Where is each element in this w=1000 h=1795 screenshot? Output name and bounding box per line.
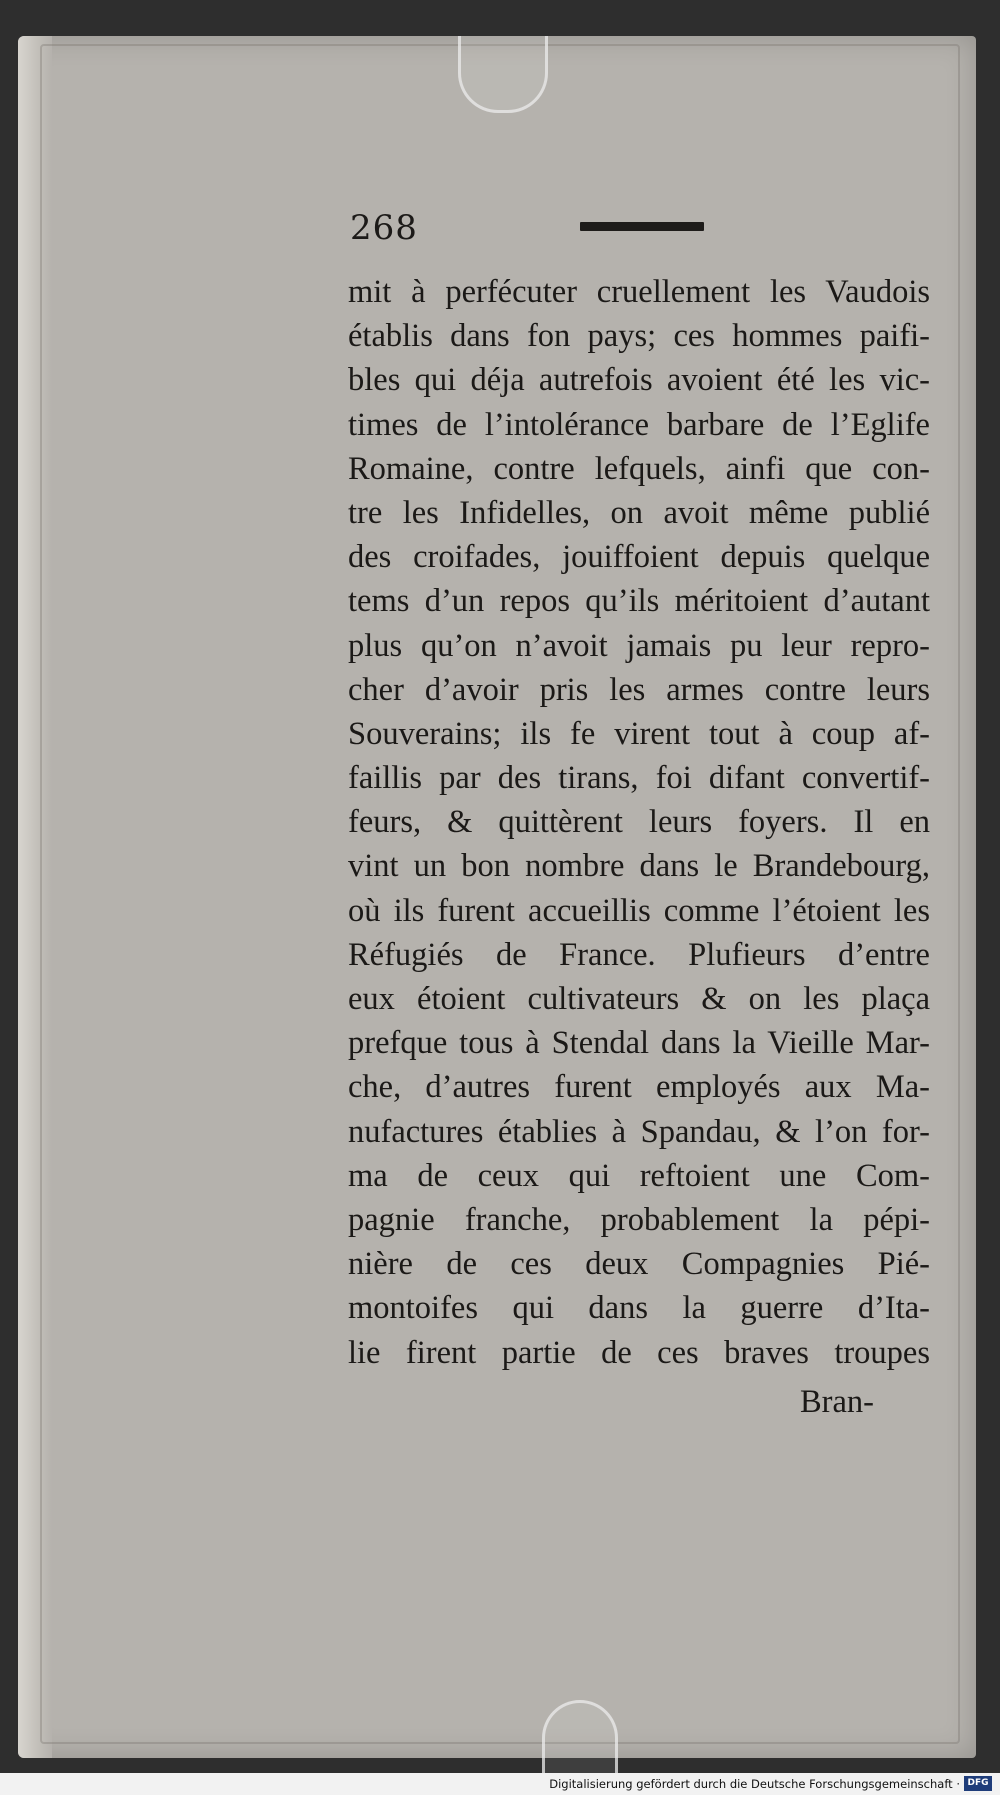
text-line: où ils furent accueillis comme l’étoient les [348, 892, 930, 929]
catchword: Bran- [800, 1384, 874, 1420]
text-line: che, d’autres furent employés aux Ma- [348, 1069, 930, 1106]
footer-credit: Digitalisierung gefördert durch die Deutsche Forschungsgemeinschaft · [549, 1777, 960, 1791]
text-line: tems d’un repos qu’ils méritoient d’autant [348, 583, 930, 620]
text-line: prefque tous à Stendal dans la Vieille Mar- [348, 1025, 930, 1062]
text-line: times de l’intolérance barbare de l’Eglife [348, 406, 930, 443]
text-line: faillis par des tirans, foi difant convertif- [348, 760, 930, 797]
text-line: cher d’avoir pris les armes contre leurs [348, 671, 930, 708]
text-line: montoifes qui dans la guerre d’Ita- [348, 1290, 930, 1327]
page-clip-top [458, 36, 548, 113]
text-line: eux étoient cultivateurs & on les plaça [348, 981, 930, 1017]
text-line: ma de ceux qui reftoient une Com- [348, 1157, 930, 1194]
text-line: des croifades, jouiffoient depuis quelque [348, 539, 930, 576]
text-line: établis dans fon pays; ces hommes paifi- [348, 318, 930, 355]
text-line: mit à perfécuter cruellement les Vaudois [348, 274, 930, 310]
page-clip-bottom [542, 1700, 618, 1773]
text-line: lie firent partie de ces braves troupes [348, 1334, 930, 1371]
text-line: vint un bon nombre dans le Brandebourg, [348, 848, 930, 885]
text-line: Réfugiés de France. Plufieurs d’entre [348, 936, 930, 973]
text-line: nière de ces deux Compagnies Pié- [348, 1246, 930, 1283]
body-text [348, 270, 930, 1375]
text-line: pagnie franche, probablement la pépi- [348, 1201, 930, 1238]
header-rule [580, 222, 704, 231]
dfg-logo: DFG [964, 1776, 992, 1791]
text-line: Souverains; ils fe virent tout à coup af- [348, 715, 930, 752]
text-line: bles qui déja autrefois avoient été les vic- [348, 362, 930, 399]
text-line: nufactures établies à Spandau, & l’on for- [348, 1113, 930, 1150]
text-line: tre les Infidelles, on avoit même publié [348, 494, 930, 531]
text-line: feurs, & quittèrent leurs foyers. Il en [348, 804, 930, 841]
page-number: 268 [350, 208, 418, 248]
text-line: plus qu’on n’avoit jamais pu leur repro- [348, 627, 930, 664]
text-line: Romaine, contre lefquels, ainfi que con- [348, 450, 930, 487]
